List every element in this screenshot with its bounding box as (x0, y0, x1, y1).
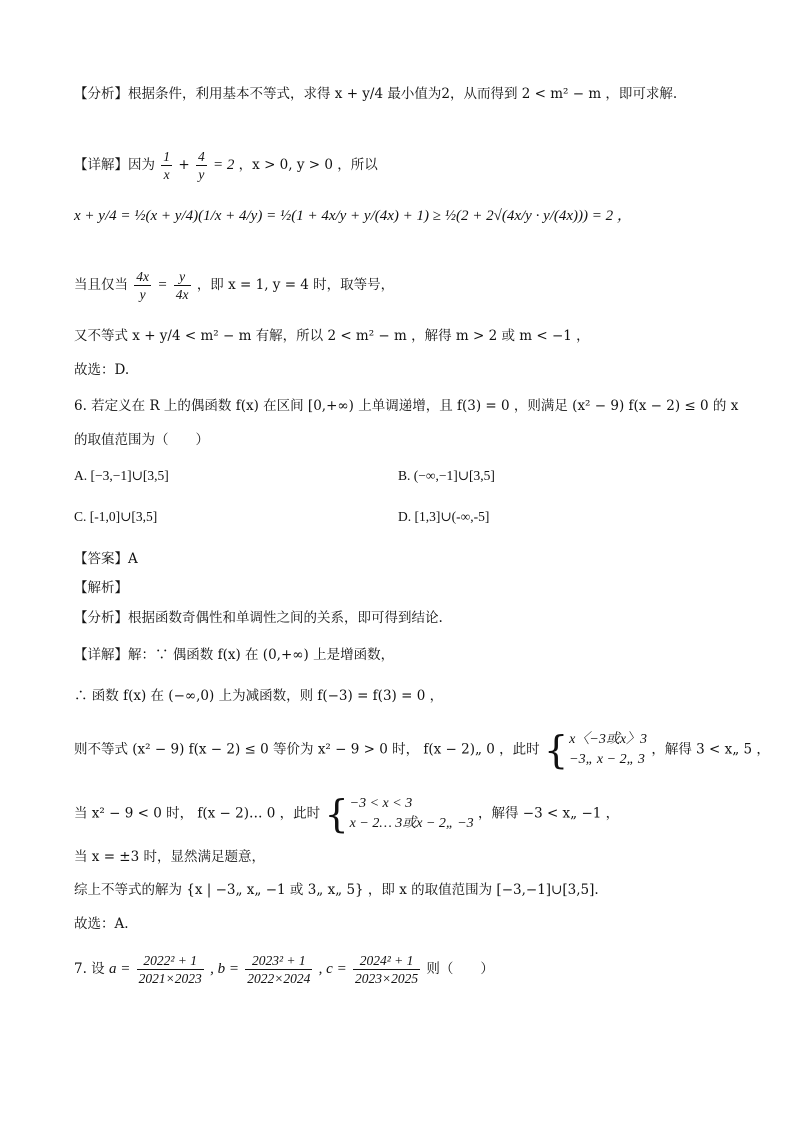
answer-label: 【答案】A (74, 551, 138, 567)
option-c: C. [-1,0]∪[3,5] (74, 509, 158, 524)
question-6-stem-cont: 的取值范围为（ ） (74, 432, 209, 448)
conclusion-line: 综上不等式的解为 {x | −3„ x„ −1 或 3„ x„ 5} ，即 x 的取值范围为 [−3,−1]∪[3,5]. (74, 882, 599, 898)
equality-condition: 当且仅当 $\frac{4x}{y}$ = $\frac{y}{4x}$ ，即 x = 1, y = 4 时，取等号， (74, 269, 395, 302)
fraction-4-over-y: $\frac{4}{y}$ (197, 149, 205, 182)
fraction-b: $\frac{\text{2023² + 1}}{2022\times 2024}$ (247, 953, 311, 986)
fraction-y-over-4x: $\frac{y}{4x}$ (175, 269, 189, 302)
inequality-derivation: x + y/4 = ½(x + y/4)(1/x + 4/y) = ½(1 + 4x/y + y/(4x) + 1) ≥ ½(2 + 2√(4x/y · y/(4x))) = 2 ， (74, 208, 632, 224)
fraction-4x-over-y: $\frac{4x}{y}$ (136, 269, 150, 302)
fraction-1-over-x: $\frac{1}{x}$ (163, 149, 171, 182)
analysis-line-2: 【分析】根据函数奇偶性和单调性之间的关系，即可得到结论. (74, 610, 443, 626)
analysis-header: 【解析】 (74, 580, 128, 596)
option-a: A. [−3,−1]∪[3,5] (74, 468, 169, 483)
analysis-line-1: 【分析】根据条件，利用基本不等式，求得 x + y/4 最小值为2，从而得到 2 < m² − m ，即可求解. (74, 86, 678, 102)
question-7-stem: 7. 设 a = $\frac{\text{2022² + 1}}{2021\times 2023}$ , b = $\frac{\text{2023² + 1}}{2022\times 2024}$ , c = $\frac{\text{2024² + 1}}{2023\times 2025}$ 则（ ） (74, 953, 494, 986)
fraction-c: $\frac{\text{2024² + 1}}{2023\times 2025}$ (354, 953, 419, 986)
detail-suffix: ，x > 0, y > 0 ，所以 (238, 157, 378, 173)
fraction-a: $\frac{\text{2022² + 1}}{2021\times 2023}$ (138, 953, 202, 986)
case-2-system: −3 < x < 3 x − 2… 3或x − 2„ −3 (349, 796, 474, 831)
detail-line-3: ∴ 函数 f(x) 在 (−∞,0) 上为减函数，则 f(−3) = f(3) = 0 ， (74, 688, 444, 704)
choice-d: 故选：D. (74, 362, 130, 378)
option-b: B. (−∞,−1]∪[3,5] (398, 468, 495, 483)
case-2-line: 当 x² − 9 < 0 时， f(x − 2)… 0 ，此时 { −3 < x < 3 x − 2… 3或x − 2„ −3 ，解得 −3 < x„ −1 ， (74, 792, 620, 836)
detail-line-1: 【详解】因为 $\frac{1}{x}$ + $\frac{4}{y}$ = 2 ，x > 0, y > 0 ，所以 (74, 149, 378, 182)
case-1-system: x〈−3或x〉3 −3„ x − 2„ 3 (569, 732, 648, 767)
question-6-stem: 6. 若定义在 R 上的偶函数 f(x) 在区间 [0,+∞) 上单调递增，且 f(3) = 0 ，则满足 (x² − 9) f(x − 2) ≤ 0 的 x (74, 398, 739, 414)
option-d: D. [1,3]∪(-∞,-5] (398, 509, 490, 524)
detail-line-2: 【详解】解：∵ 偶函数 f(x) 在 (0,+∞) 上是增函数， (74, 647, 395, 663)
equals-2: = 2 (213, 157, 235, 173)
choice-a: 故选：A. (74, 916, 129, 932)
case-1-line: 则不等式 (x² − 9) f(x − 2) ≤ 0 等价为 x² − 9 > 0 时， f(x − 2)„ 0 ，此时 { x〈−3或x〉3 −3„ x − 2„ 3 ，解得 3 < x„ 5 ， (74, 728, 770, 772)
detail-prefix: 【详解】因为 (74, 157, 155, 173)
case-3-line: 当 x = ±3 时，显然满足题意， (74, 849, 265, 865)
solution-line: 又不等式 x + y/4 < m² − m 有解，所以 2 < m² − m ，解得 m > 2 或 m < −1 ， (74, 328, 590, 344)
